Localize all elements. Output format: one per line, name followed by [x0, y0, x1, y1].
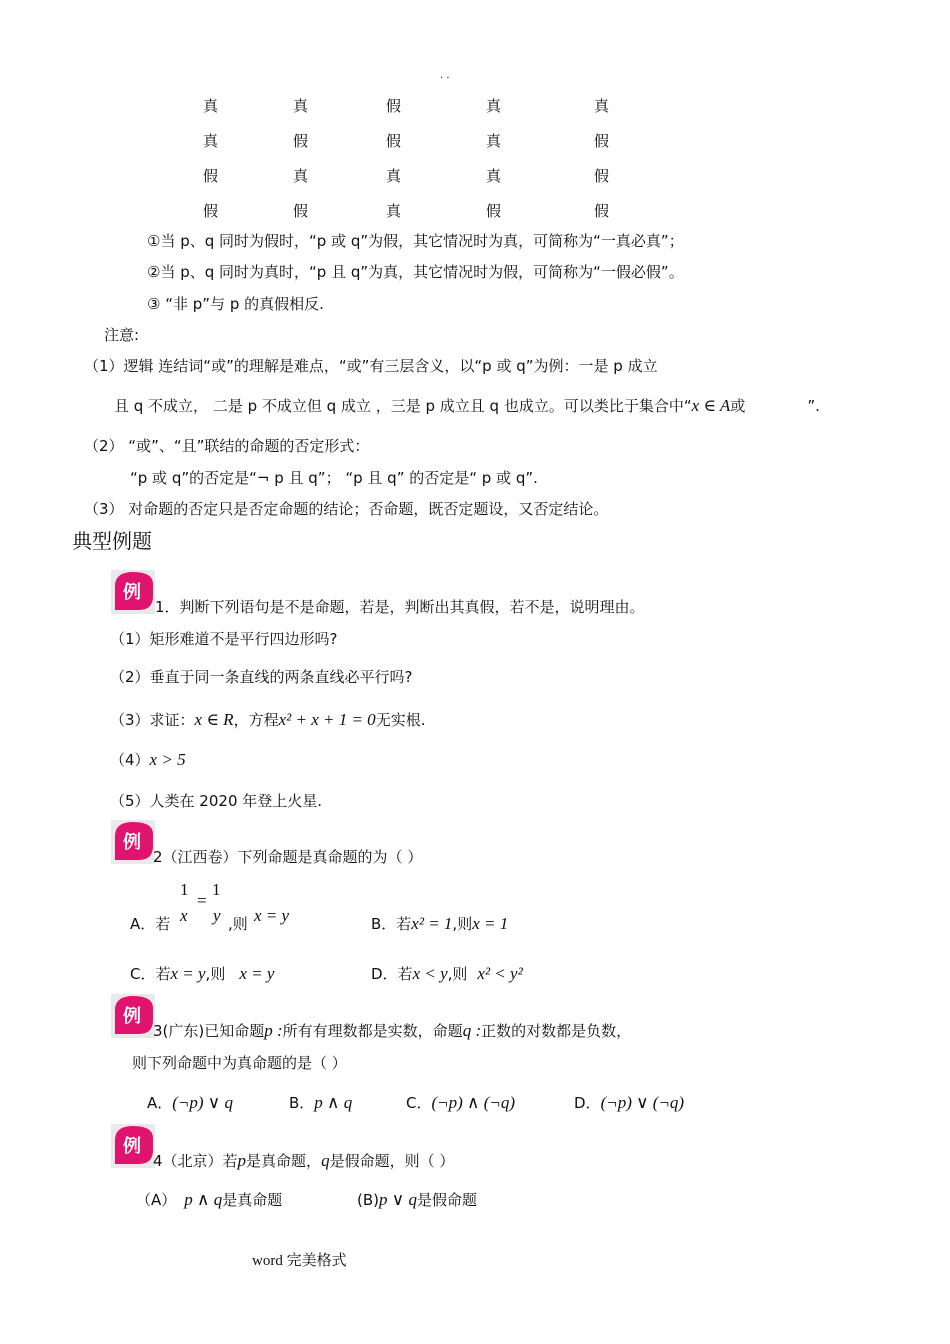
truth-table-cell: 假 — [486, 202, 502, 220]
option-a-then: ,则 — [228, 915, 248, 933]
ex4-p: p — [237, 1151, 247, 1170]
option-b-label: B．若 — [371, 915, 412, 933]
item-3-prefix: （3）求证： — [110, 711, 195, 729]
option-d-label: D．若 — [371, 965, 413, 983]
option-c-math-2: x = y — [239, 964, 275, 983]
option-d-then: ,则 — [447, 965, 468, 983]
option-c — [130, 963, 274, 984]
option-d-math-2: x² < y² — [477, 964, 523, 983]
truth-table-cell: 假 — [594, 167, 610, 185]
item-4-math: x > 5 — [149, 750, 186, 769]
example-3-option-a — [147, 1092, 233, 1113]
proposition-q: q : — [462, 1021, 482, 1040]
svg-text:例: 例 — [123, 1006, 141, 1027]
example-3-option-c — [406, 1092, 515, 1113]
svg-text:例: 例 — [123, 832, 141, 853]
example-3-option-b — [289, 1092, 352, 1113]
example-3-mid: 所有有理数都是实数，命题 — [282, 1022, 463, 1040]
ex4-q: q — [321, 1151, 330, 1170]
example-badge-icon — [111, 820, 155, 864]
note-2-line-1: （2） “或”、“且”联结的命题的否定形式： — [84, 437, 370, 455]
ex3-a-label: A． — [147, 1094, 173, 1112]
section-heading: 典型例题 — [72, 529, 152, 553]
truth-table-cell: 真 — [486, 167, 502, 185]
example-4-mid-2: 是假命题，则（ ） — [329, 1152, 455, 1170]
truth-table-cell: 真 — [293, 97, 309, 115]
option-a-denominator-right: y — [213, 906, 221, 925]
example-3-line-1 — [153, 1020, 631, 1041]
option-c-label: C．若 — [130, 965, 171, 983]
example-1-item-2: （2）垂直于同一条直线的两条直线必平行吗? — [110, 668, 413, 686]
top-marks: . . — [440, 70, 450, 81]
example-badge-icon — [111, 570, 155, 614]
truth-table-cell: 真 — [486, 97, 502, 115]
ex3-d-math: (¬p) ∨ (¬q) — [600, 1093, 685, 1112]
ex3-b-label: B． — [289, 1094, 315, 1112]
truth-table-cell: 假 — [594, 132, 610, 150]
option-a-denominator-left: x — [180, 906, 188, 925]
option-a-numerator-left: 1 — [180, 880, 189, 899]
item-3-math-1: x ∈ R — [194, 710, 234, 729]
note-title: 注意: — [104, 326, 140, 344]
truth-table-cell: 真 — [203, 132, 219, 150]
truth-table-cell: 假 — [293, 132, 309, 150]
rule-2: ②当 p、q 同时为真时，“p 且 q”为真，其它情况时为假，可简称为“一假必假”。 — [147, 263, 684, 281]
truth-table-cell: 真 — [293, 167, 309, 185]
option-a-numerator-right: 1 — [212, 880, 221, 899]
option-a-equals: = — [197, 891, 207, 910]
ex3-b-math: p ∧ q — [314, 1093, 353, 1112]
truth-table-cell: 真 — [486, 132, 502, 150]
note-1-line-2-end: ”. — [807, 397, 820, 415]
example-3-line-2: 则下列命题中为真命题的是（ ） — [132, 1054, 347, 1072]
example-4-option-a — [136, 1189, 282, 1210]
ex4-b-math: p ∨ q — [379, 1190, 417, 1209]
truth-table-cell: 假 — [594, 202, 610, 220]
option-a-math: x = y — [254, 906, 290, 925]
example-1-item-5: （5）人类在 2020 年登上火星. — [110, 792, 323, 810]
note-2-line-2: “p 或 q”的否定是“¬ p 且 q”； “p 且 q” 的否定是“ p 或 q”. — [130, 469, 538, 487]
truth-table-cell: 真 — [594, 97, 610, 115]
example-1-item-4 — [110, 749, 186, 770]
proposition-p: p : — [264, 1021, 283, 1040]
example-1-item-3 — [110, 709, 425, 730]
svg-text:例: 例 — [123, 1136, 141, 1157]
ex3-c-math: (¬p) ∧ (¬q) — [431, 1093, 516, 1112]
truth-table-cell: 真 — [203, 97, 219, 115]
example-badge-icon — [111, 1124, 155, 1168]
item-3-suffix: 无实根. — [375, 711, 426, 729]
ex3-a-math: (¬p) ∨ q — [172, 1093, 234, 1112]
ex3-d-label: D． — [574, 1094, 601, 1112]
example-2-title: 2（江西卷）下列命题是真命题的为（ ） — [153, 848, 423, 866]
rule-3: ③ “非 p”与 p 的真假相反. — [147, 295, 324, 313]
option-a-label: A．若 — [130, 915, 171, 933]
note-1-line-2 — [114, 395, 820, 416]
example-4-title — [153, 1150, 454, 1171]
set-membership-math: x ∈ A — [691, 396, 731, 415]
example-4-mid-1: 是真命题， — [246, 1152, 322, 1170]
option-b-math-2: x = 1 — [472, 914, 509, 933]
truth-table-cell: 假 — [203, 202, 219, 220]
example-3-prefix: 3(广东)已知命题 — [153, 1022, 265, 1040]
truth-table-cell: 真 — [386, 202, 402, 220]
ex4-a-label: （A） — [136, 1191, 177, 1209]
ex4-b-text: 是假命题 — [416, 1191, 477, 1209]
example-4-option-b — [357, 1189, 477, 1210]
option-b — [371, 913, 508, 934]
option-b-math-1: x² = 1 — [411, 914, 453, 933]
item-3-mid: ，方程 — [233, 711, 279, 729]
example-1-item-1: （1）矩形难道不是平行四边形吗? — [110, 630, 338, 648]
item-4-prefix: （4） — [110, 751, 150, 769]
truth-table-cell: 假 — [386, 132, 402, 150]
option-d — [371, 963, 523, 984]
ex4-a-math: p ∧ q — [184, 1190, 223, 1209]
ex4-a-text: 是真命题 — [222, 1191, 283, 1209]
note-1-line-1: （1）逻辑 连结词“或”的理解是难点，“或”有三层含义，以“p 或 q”为例：一是 p 成立 — [84, 357, 658, 375]
option-c-math-1: x = y — [170, 964, 206, 983]
svg-text:例: 例 — [123, 582, 141, 603]
item-3-math-2: x² + x + 1 = 0 — [278, 710, 376, 729]
example-3-suffix: 正数的对数都是负数， — [481, 1022, 632, 1040]
note-3: （3） 对命题的否定只是否定命题的结论；否命题，既否定题设，又否定结论。 — [84, 500, 609, 518]
truth-table-cell: 假 — [203, 167, 219, 185]
note-1-line-2-text: 且 q 不成立， 二是 p 不成立但 q 成立 ，三是 p 成立且 q 也成立。可以类比于集合中“ — [114, 397, 692, 415]
ex4-b-label: (B) — [357, 1191, 379, 1209]
note-1-line-2-or: 或 — [730, 397, 746, 415]
example-badge-icon — [111, 994, 155, 1038]
truth-table-cell: 假 — [293, 202, 309, 220]
truth-table-cell: 假 — [386, 97, 402, 115]
footer: word 完美格式 — [252, 1253, 347, 1269]
example-3-option-d — [574, 1092, 684, 1113]
rule-1: ①当 p、q 同时为假时，“p 或 q”为假，其它情况时为真，可简称为“一真必真”； — [147, 232, 684, 250]
example-4-prefix: 4（北京）若 — [153, 1152, 238, 1170]
option-c-then: ,则 — [205, 965, 226, 983]
example-1-title: 1．判断下列语句是不是命题，若是，判断出其真假，若不是，说明理由。 — [155, 598, 645, 616]
option-b-then: ,则 — [452, 915, 473, 933]
truth-table-cell: 真 — [386, 167, 402, 185]
option-d-math-1: x < y — [412, 964, 448, 983]
ex3-c-label: C． — [406, 1094, 432, 1112]
